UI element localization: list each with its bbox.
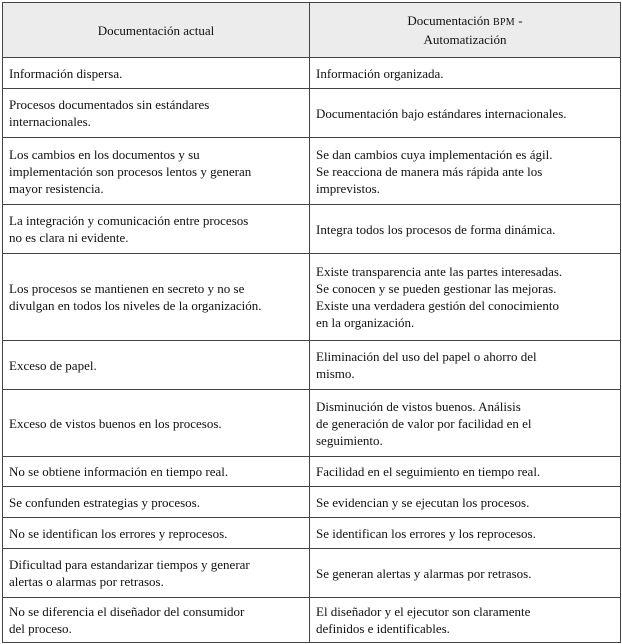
cell-text: Se identifican los errores y los reprocesos. [316,525,536,541]
cell-current [3,138,310,205]
cell-bpm [310,549,621,598]
cell-bpm [310,341,621,390]
cell-bpm [310,457,621,487]
cell-current [3,341,310,390]
cell-text: Se dan cambios cuya implementación es ágil. Se reacciona de manera más rápida ante los imprevistos. [316,146,553,196]
cell-text: El diseñador y el ejecutor son claramente definidos e identificables. [316,604,531,636]
cell-current [3,254,310,341]
cell-current [3,518,310,549]
cell-text: Se confunden estrategias y procesos. [9,494,200,510]
cell-bpm [310,138,621,205]
header-col2-line1: Documentación [407,13,493,28]
cell-bpm [310,254,621,341]
table-row [3,549,621,598]
header-col1-text: Documentación actual [97,22,215,38]
cell-text: La integración y comunicación entre procesos no es clara ni evidente. [9,213,249,245]
table-row [3,58,621,89]
table-header-row [3,3,621,58]
cell-text: Los cambios en los documentos y su implementación son procesos lentos y generan mayor resistencia. [9,146,252,196]
cell-text: No se identifican los errores y reprocesos. [9,525,228,541]
cell-bpm [310,518,621,549]
comparison-table [2,2,621,643]
table-row [3,138,621,205]
header-col2-dash: - [515,13,523,28]
cell-current [3,549,310,598]
cell-text: Facilidad en el seguimiento en tiempo real. [316,464,541,479]
table-row [3,341,621,390]
cell-current [3,598,310,643]
table-row [3,598,621,643]
header-col2-abbrev: BPM [492,17,515,28]
cell-bpm [310,205,621,254]
cell-text: Se evidencian y se ejecutan los procesos. [316,494,530,510]
cell-text: Exceso de vistos buenos en los procesos. [9,415,222,431]
header-documentacion-bpm [310,3,621,58]
cell-current [3,205,310,254]
table-row [3,89,621,138]
cell-text: Documentación bajo estándares internacionales. [316,105,567,121]
cell-text: Existe transparencia ante las partes interesadas. Se conocen y se pueden gestionar las mejoras. Existe una verdadera gestión del conocimiento en la organización. [316,264,563,330]
cell-text: Información organizada. [316,65,444,81]
cell-current [3,487,310,518]
table-row [3,457,621,487]
cell-text: Eliminación del uso del papel o ahorro del mismo. [316,349,537,381]
cell-bpm [310,598,621,643]
cell-text: Los procesos se mantienen en secreto y no se divulgan en todos los niveles de la organización. [9,281,262,313]
cell-text: Información dispersa. [9,65,123,81]
table-row [3,254,621,341]
cell-bpm [310,89,621,138]
table-row [3,390,621,457]
cell-current [3,89,310,138]
cell-text: Se generan alertas y alarmas por retrasos. [316,565,532,581]
header-documentacion-actual [3,3,310,58]
cell-current [3,58,310,89]
cell-text: Disminución de vistos buenos. Análisis de generación de valor por facilidad en el seguimiento. [316,398,532,448]
cell-text: No se obtiene información en tiempo real. [9,464,229,479]
table-row [3,487,621,518]
cell-text: Dificultad para estandarizar tiempos y generar alertas o alarmas por retrasos. [9,557,250,589]
cell-text: Integra todos los procesos de forma dinámica. [316,221,556,237]
cell-bpm [310,487,621,518]
header-col2-line2: Automatización [423,32,507,47]
cell-text: No se diferencia el diseñador del consumidor del proceso. [9,604,245,636]
cell-current [3,457,310,487]
cell-current [3,390,310,457]
table-row [3,518,621,549]
cell-bpm [310,58,621,89]
table-row [3,205,621,254]
cell-text: Procesos documentados sin estándares internacionales. [9,97,210,129]
cell-bpm [310,390,621,457]
cell-text: Exceso de papel. [9,357,97,373]
